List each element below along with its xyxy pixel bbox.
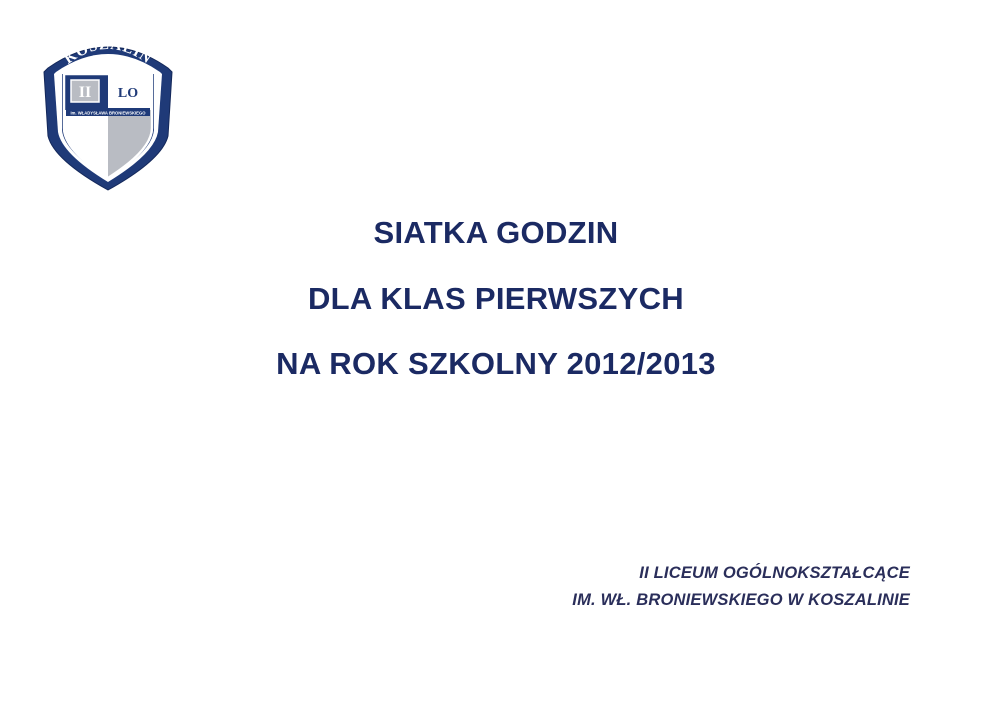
school-name-line-1: II LICEUM OGÓLNOKSZTAŁCĄCE	[639, 564, 910, 582]
title-line-3: NA ROK SZKOLNY 2012/2013	[276, 346, 716, 381]
title-line-1: SIATKA GODZIN	[373, 215, 619, 250]
crest-city-text: KOSZALIN	[61, 36, 155, 68]
crest-patron: im. WŁADYSŁAWA BRONIEWSKIEGO	[70, 110, 146, 116]
title-line-2: DLA KLAS PIERWSZYCH	[308, 281, 684, 316]
svg-text:KOSZALIN	[61, 37, 154, 68]
school-name	[572, 560, 910, 614]
crest-abbr: LO	[117, 86, 139, 101]
school-name-line-2: IM. WŁ. BRONIEWSKIEGO W KOSZALINIE	[572, 591, 910, 609]
crest-text-layer	[38, 28, 178, 193]
school-crest-logo	[38, 28, 178, 193]
crest-numeral: II	[78, 84, 92, 101]
